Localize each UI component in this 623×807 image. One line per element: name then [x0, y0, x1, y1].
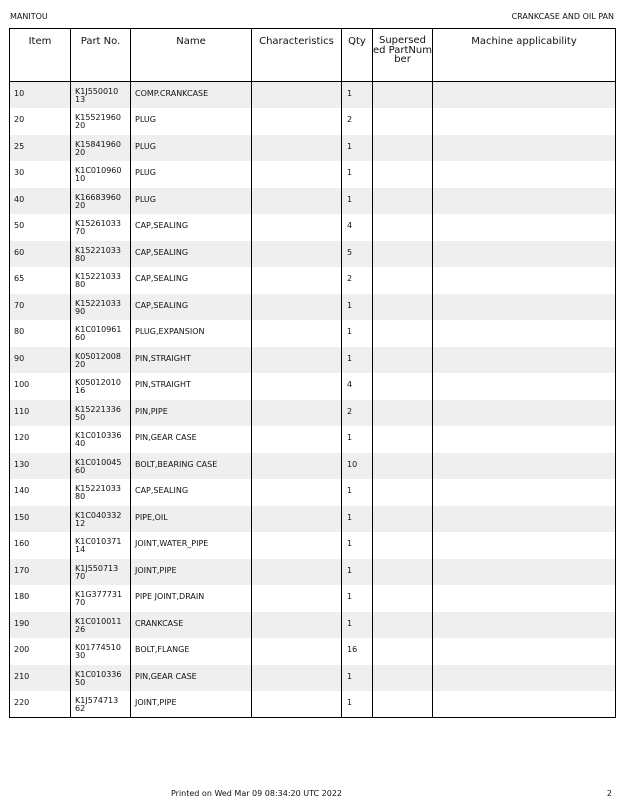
column-header-characteristics: Characteristics: [252, 29, 342, 82]
cell-part-no: K01774510 30: [71, 638, 131, 665]
table-row: [10, 241, 616, 268]
cell-part-no: K1C010336 50: [71, 665, 131, 692]
cell-superseded: [373, 532, 433, 559]
table-header: [10, 29, 616, 82]
cell-part-no: K15521960 20: [71, 108, 131, 135]
cell-item: 50: [10, 214, 71, 241]
parts-table: [9, 28, 616, 718]
table-row: [10, 320, 616, 347]
table-row: [10, 267, 616, 294]
cell-qty: 5: [342, 241, 373, 268]
table-row: [10, 479, 616, 506]
table-row: [10, 612, 616, 639]
cell-characteristics: [252, 373, 342, 400]
cell-characteristics: [252, 479, 342, 506]
cell-name: BOLT,FLANGE: [131, 638, 252, 665]
cell-part-no: K1C040332 12: [71, 506, 131, 533]
cell-superseded: [373, 559, 433, 586]
cell-name: PLUG: [131, 161, 252, 188]
cell-superseded: [373, 691, 433, 718]
column-header-part-no: Part No.: [71, 29, 131, 82]
cell-characteristics: [252, 347, 342, 374]
table-row: [10, 665, 616, 692]
cell-part-no: K1J574713 62: [71, 691, 131, 718]
table-body: [10, 82, 616, 718]
cell-part-no: K05012010 16: [71, 373, 131, 400]
cell-superseded: [373, 665, 433, 692]
cell-name: CAP,SEALING: [131, 294, 252, 321]
cell-qty: 1: [342, 161, 373, 188]
cell-name: PIN,STRAIGHT: [131, 373, 252, 400]
cell-item: 60: [10, 241, 71, 268]
table-row: [10, 347, 616, 374]
cell-applicability: [433, 214, 616, 241]
cell-superseded: [373, 479, 433, 506]
cell-superseded: [373, 267, 433, 294]
cell-qty: 2: [342, 267, 373, 294]
cell-item: 170: [10, 559, 71, 586]
cell-qty: 1: [342, 479, 373, 506]
cell-item: 150: [10, 506, 71, 533]
table-row: [10, 400, 616, 427]
cell-part-no: K1J550713 70: [71, 559, 131, 586]
cell-applicability: [433, 135, 616, 162]
table-row: [10, 585, 616, 612]
cell-characteristics: [252, 320, 342, 347]
cell-superseded: [373, 214, 433, 241]
cell-superseded: [373, 347, 433, 374]
cell-qty: 1: [342, 585, 373, 612]
cell-qty: 10: [342, 453, 373, 480]
table-row: [10, 188, 616, 215]
cell-qty: 1: [342, 612, 373, 639]
cell-characteristics: [252, 267, 342, 294]
cell-part-no: K1C010045 60: [71, 453, 131, 480]
cell-superseded: [373, 506, 433, 533]
cell-characteristics: [252, 135, 342, 162]
cell-applicability: [433, 241, 616, 268]
cell-characteristics: [252, 691, 342, 718]
cell-applicability: [433, 506, 616, 533]
column-header-qty: Qty: [342, 29, 373, 82]
cell-qty: 4: [342, 373, 373, 400]
cell-name: JOINT,PIPE: [131, 691, 252, 718]
table-row: [10, 82, 616, 109]
table-row: [10, 214, 616, 241]
column-header-applicability: Machine applicability: [433, 29, 616, 82]
cell-name: PIN,GEAR CASE: [131, 426, 252, 453]
cell-superseded: [373, 294, 433, 321]
cell-name: CAP,SEALING: [131, 241, 252, 268]
cell-item: 30: [10, 161, 71, 188]
cell-name: CAP,SEALING: [131, 479, 252, 506]
cell-characteristics: [252, 453, 342, 480]
cell-applicability: [433, 638, 616, 665]
cell-characteristics: [252, 108, 342, 135]
cell-characteristics: [252, 638, 342, 665]
cell-qty: 1: [342, 691, 373, 718]
cell-name: PLUG: [131, 135, 252, 162]
cell-part-no: K16683960 20: [71, 188, 131, 215]
cell-superseded: [373, 108, 433, 135]
cell-name: BOLT,BEARING CASE: [131, 453, 252, 480]
cell-characteristics: [252, 612, 342, 639]
cell-applicability: [433, 559, 616, 586]
cell-name: CAP,SEALING: [131, 267, 252, 294]
cell-applicability: [433, 161, 616, 188]
cell-part-no: K1C010011 26: [71, 612, 131, 639]
cell-applicability: [433, 400, 616, 427]
cell-characteristics: [252, 241, 342, 268]
cell-name: CAP,SEALING: [131, 214, 252, 241]
cell-item: 120: [10, 426, 71, 453]
cell-part-no: K15221336 50: [71, 400, 131, 427]
table-row: [10, 135, 616, 162]
cell-item: 80: [10, 320, 71, 347]
column-header-item: Item: [10, 29, 71, 82]
cell-item: 210: [10, 665, 71, 692]
cell-part-no: K1C010960 10: [71, 161, 131, 188]
table-row: [10, 638, 616, 665]
section-title: CRANKCASE AND OIL PAN: [511, 12, 614, 21]
cell-qty: 1: [342, 559, 373, 586]
cell-item: 130: [10, 453, 71, 480]
cell-name: JOINT,PIPE: [131, 559, 252, 586]
cell-qty: 1: [342, 426, 373, 453]
cell-item: 70: [10, 294, 71, 321]
cell-superseded: [373, 453, 433, 480]
printed-on-text: Printed on Wed Mar 09 08:34:20 UTC 2022: [170, 789, 343, 798]
cell-item: 220: [10, 691, 71, 718]
cell-name: COMP.CRANKCASE: [131, 82, 252, 109]
cell-part-no: K1J550010 13: [71, 82, 131, 109]
cell-applicability: [433, 453, 616, 480]
cell-applicability: [433, 82, 616, 109]
cell-part-no: K1C010336 40: [71, 426, 131, 453]
cell-applicability: [433, 188, 616, 215]
cell-superseded: [373, 612, 433, 639]
cell-applicability: [433, 585, 616, 612]
cell-item: 180: [10, 585, 71, 612]
cell-part-no: K15841960 20: [71, 135, 131, 162]
cell-superseded: [373, 638, 433, 665]
cell-qty: 1: [342, 320, 373, 347]
table-row: [10, 161, 616, 188]
table-row: [10, 453, 616, 480]
cell-name: PIN,PIPE: [131, 400, 252, 427]
cell-characteristics: [252, 426, 342, 453]
column-header-name: Name: [131, 29, 252, 82]
cell-characteristics: [252, 214, 342, 241]
cell-qty: 1: [342, 188, 373, 215]
cell-name: PIPE JOINT,DRAIN: [131, 585, 252, 612]
brand-name: MANITOU: [10, 12, 48, 21]
cell-qty: 1: [342, 294, 373, 321]
cell-characteristics: [252, 294, 342, 321]
cell-superseded: [373, 135, 433, 162]
table-row: [10, 532, 616, 559]
cell-applicability: [433, 612, 616, 639]
cell-name: PIN,GEAR CASE: [131, 665, 252, 692]
cell-item: 20: [10, 108, 71, 135]
cell-part-no: K15221033 90: [71, 294, 131, 321]
cell-applicability: [433, 294, 616, 321]
cell-qty: 2: [342, 108, 373, 135]
cell-applicability: [433, 479, 616, 506]
cell-applicability: [433, 373, 616, 400]
cell-part-no: K15221033 80: [71, 267, 131, 294]
table-row: [10, 506, 616, 533]
cell-characteristics: [252, 506, 342, 533]
column-header-superseded: Supersed ed PartNum ber: [373, 29, 433, 82]
cell-item: 90: [10, 347, 71, 374]
cell-qty: 1: [342, 506, 373, 533]
cell-qty: 1: [342, 532, 373, 559]
cell-characteristics: [252, 559, 342, 586]
cell-applicability: [433, 532, 616, 559]
cell-name: PIN,STRAIGHT: [131, 347, 252, 374]
cell-part-no: K1C010371 14: [71, 532, 131, 559]
cell-item: 40: [10, 188, 71, 215]
cell-name: PLUG,EXPANSION: [131, 320, 252, 347]
cell-superseded: [373, 161, 433, 188]
cell-qty: 1: [342, 135, 373, 162]
cell-name: PLUG: [131, 108, 252, 135]
cell-superseded: [373, 320, 433, 347]
table-row: [10, 373, 616, 400]
table-row: [10, 294, 616, 321]
cell-qty: 1: [342, 347, 373, 374]
cell-superseded: [373, 426, 433, 453]
cell-characteristics: [252, 188, 342, 215]
cell-item: 160: [10, 532, 71, 559]
cell-superseded: [373, 241, 433, 268]
cell-applicability: [433, 426, 616, 453]
cell-superseded: [373, 188, 433, 215]
cell-applicability: [433, 267, 616, 294]
cell-characteristics: [252, 161, 342, 188]
cell-superseded: [373, 82, 433, 109]
cell-item: 65: [10, 267, 71, 294]
table-row: [10, 108, 616, 135]
cell-item: 190: [10, 612, 71, 639]
cell-item: 200: [10, 638, 71, 665]
cell-characteristics: [252, 400, 342, 427]
cell-characteristics: [252, 82, 342, 109]
cell-superseded: [373, 373, 433, 400]
table-row: [10, 559, 616, 586]
cell-part-no: K15221033 80: [71, 479, 131, 506]
table-row: [10, 426, 616, 453]
cell-part-no: K1C010961 60: [71, 320, 131, 347]
cell-name: PLUG: [131, 188, 252, 215]
cell-superseded: [373, 585, 433, 612]
cell-applicability: [433, 347, 616, 374]
cell-qty: 1: [342, 82, 373, 109]
cell-qty: 4: [342, 214, 373, 241]
cell-name: JOINT,WATER_PIPE: [131, 532, 252, 559]
cell-item: 100: [10, 373, 71, 400]
cell-applicability: [433, 108, 616, 135]
table-row: [10, 691, 616, 718]
cell-item: 10: [10, 82, 71, 109]
page-number: 2: [606, 789, 612, 798]
cell-characteristics: [252, 665, 342, 692]
cell-part-no: K15261033 70: [71, 214, 131, 241]
cell-characteristics: [252, 532, 342, 559]
cell-applicability: [433, 691, 616, 718]
cell-applicability: [433, 320, 616, 347]
cell-name: CRANKCASE: [131, 612, 252, 639]
cell-item: 110: [10, 400, 71, 427]
cell-part-no: K15221033 80: [71, 241, 131, 268]
cell-part-no: K1G377731 70: [71, 585, 131, 612]
cell-name: PIPE,OIL: [131, 506, 252, 533]
cell-superseded: [373, 400, 433, 427]
cell-item: 140: [10, 479, 71, 506]
cell-characteristics: [252, 585, 342, 612]
cell-qty: 16: [342, 638, 373, 665]
cell-item: 25: [10, 135, 71, 162]
cell-qty: 2: [342, 400, 373, 427]
cell-qty: 1: [342, 665, 373, 692]
cell-part-no: K05012008 20: [71, 347, 131, 374]
cell-applicability: [433, 665, 616, 692]
